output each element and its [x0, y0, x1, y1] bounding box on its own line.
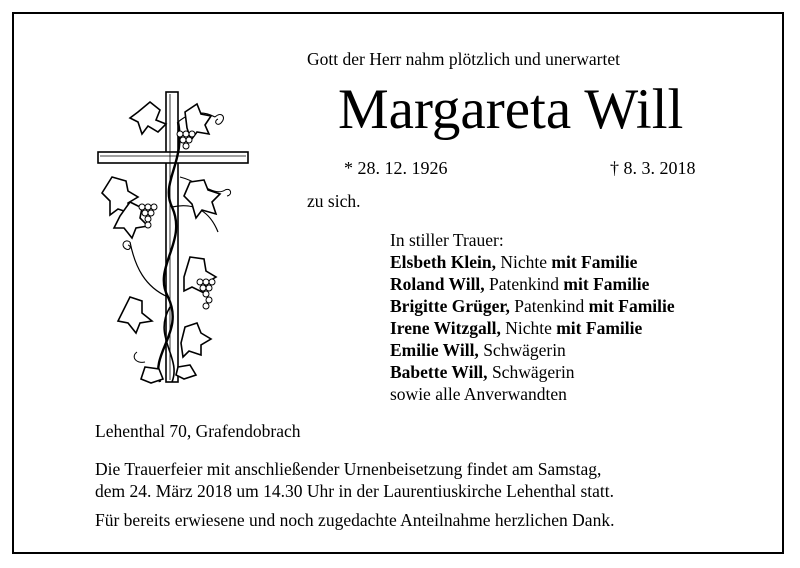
mourners-footer: sowie alle Anverwandten [390, 384, 567, 404]
mourners-heading: In stiller Trauer: [390, 230, 504, 250]
mourner-relation: Patenkind [509, 296, 589, 316]
cross-with-vine-icon [90, 82, 250, 392]
mourner-relation: Patenkind [484, 274, 564, 294]
mourner-suffix: mit Familie [551, 252, 638, 272]
mourner-suffix: mit Familie [556, 318, 643, 338]
thanks-text: Für bereits erwiesene und noch zugedachte Anteilnahme herzlichen Dank. [95, 510, 615, 530]
closing-text: zu sich. [307, 191, 361, 211]
mourner-relation: Schwägerin [487, 362, 575, 382]
mourner-name: Elsbeth Klein, [390, 252, 496, 272]
mourner-name: Roland Will, [390, 274, 485, 294]
service-line: Die Trauerfeier mit anschließender Urnenbeisetzung findet am Samstag, [95, 459, 602, 479]
mourner-name: Brigitte Grüger, [390, 296, 510, 316]
mourner-relation: Nichte [496, 252, 552, 272]
mourner-entry [390, 273, 675, 295]
mourner-entry [390, 317, 675, 339]
intro-text: Gott der Herr nahm plötzlich und unerwartet [307, 49, 620, 69]
mourner-entry [390, 295, 675, 317]
birth-date: * 28. 12. 1926 [344, 158, 448, 178]
mourner-entry [390, 251, 675, 273]
address-text: Lehenthal 70, Grafendobrach [95, 421, 301, 441]
mourner-name: Emilie Will, [390, 340, 479, 360]
mourner-name: Babette Will, [390, 362, 488, 382]
death-date: † 8. 3. 2018 [610, 158, 696, 178]
mourner-entry [390, 339, 675, 361]
service-line: dem 24. März 2018 um 14.30 Uhr in der Laurentiuskirche Lehenthal statt. [95, 481, 615, 501]
mourner-name: Irene Witzgall, [390, 318, 501, 338]
service-info [95, 458, 614, 502]
mourner-relation: Nichte [500, 318, 557, 338]
mourner-suffix: mit Familie [563, 274, 650, 294]
deceased-name: Margareta Will [338, 78, 684, 141]
mourners-list [390, 229, 675, 405]
mourner-suffix: mit Familie [588, 296, 675, 316]
mourner-relation: Schwägerin [478, 340, 566, 360]
mourner-entry [390, 361, 675, 383]
